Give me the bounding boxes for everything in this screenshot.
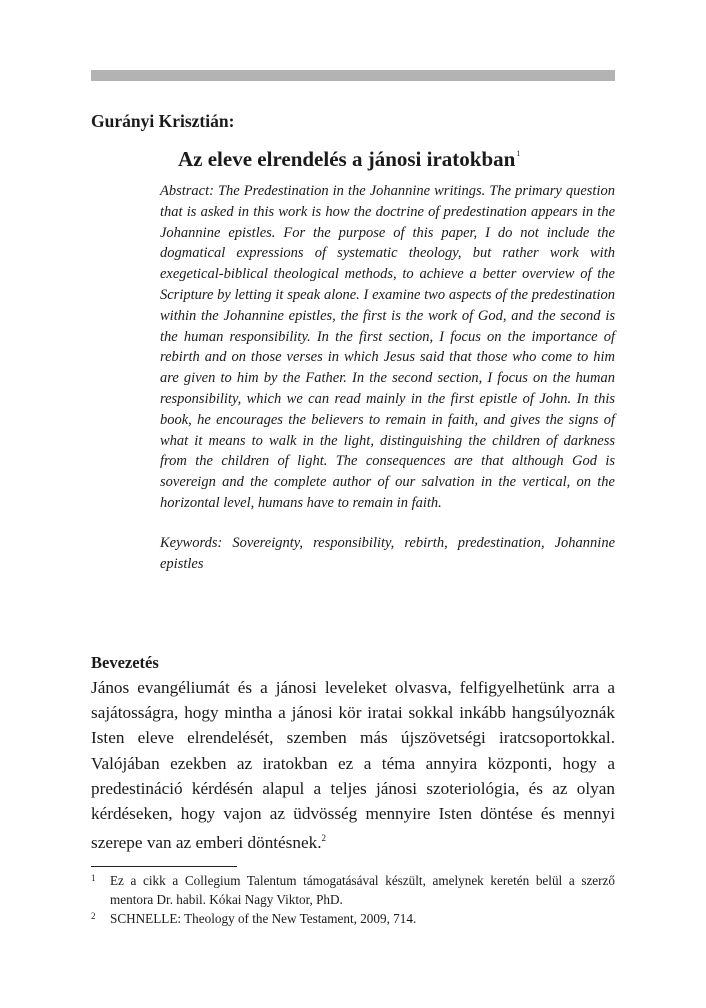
footnote-text: SCHNELLE: Theology of the New Testament, 2009, 714.: [110, 911, 417, 926]
section-heading: Bevezetés: [91, 653, 159, 672]
header-rule: [91, 70, 615, 81]
title-footnote-ref: 1: [516, 149, 521, 158]
article-title-text: Az eleve elrendelés a jánosi iratokban: [178, 147, 516, 171]
footnote-text: Ez a cikk a Collegium Talentum támogatásával készült, amelynek keretén belül a szerző mentora Dr. habil. Kókai Nagy Viktor, PhD.: [110, 873, 615, 907]
abstract-text: Abstract: The Predestination in the Johannine writings. The primary question that is asked in this work is how the doctrine of predestination appears in the Johannine epistles. For the purpose of this paper, I do not include the dogmatical expressions of systematic theology, but rather work with exegetical-biblical theological methods, to achieve a better overview of the Scripture by letting it speak alone. I examine two aspects of the predestination within the Johannine epistles, the first is the work of God, and the second is the human responsibility. In the first section, I focus on the importance of rebirth and on those verses in which Jesus said that those who come to him are given to him by the Father. In the second section, I focus on the human responsibility, which we can read mainly in the first epistle of John. In this book, he encourages the believers to remain in faith, and gives the signs of what it means to walk in the light, distinguishing the children of darkness from the children of light. The consequences are that although God is sovereign and the complete author of our salvation in the vertical, on the horizontal level, humans have to remain in faith.: [160, 183, 615, 511]
footnote-number: 2: [91, 911, 96, 921]
footnotes: [91, 871, 615, 928]
footnote-number: 1: [91, 873, 96, 883]
footnote-rule: [91, 866, 237, 867]
intro-paragraph: [91, 675, 615, 855]
intro-footnote-ref: 2: [321, 833, 326, 844]
footnote-item: [91, 871, 615, 909]
author-name: Gurányi Krisztián:: [91, 111, 235, 131]
abstract-keywords: Keywords: Sovereignty, responsibility, rebirth, predestination, Johannine epistles: [160, 534, 615, 572]
article-title: [178, 140, 520, 173]
footnote-item: [91, 909, 615, 928]
intro-text: János evangéliumát és a jánosi leveleket olvasva, felfigyelhetünk arra a sajátosságra, hogy mintha a jánosi kör iratai sokkal inkább hangsúlyoznák Isten eleve elrendelését, szemben más újszövetségi iratcsoportokkal. Valójában ezekben az iratokban ez a téma annyira központi, hogy a predestináció kérdésén alapul a teljes jánosi szoteriológia, és az olyan kérdéseken, hogy vajon az üdvösség mennyire Isten döntése és mennyi szerepe van az emberi döntésnek.: [91, 678, 615, 853]
abstract-block: [160, 181, 615, 574]
